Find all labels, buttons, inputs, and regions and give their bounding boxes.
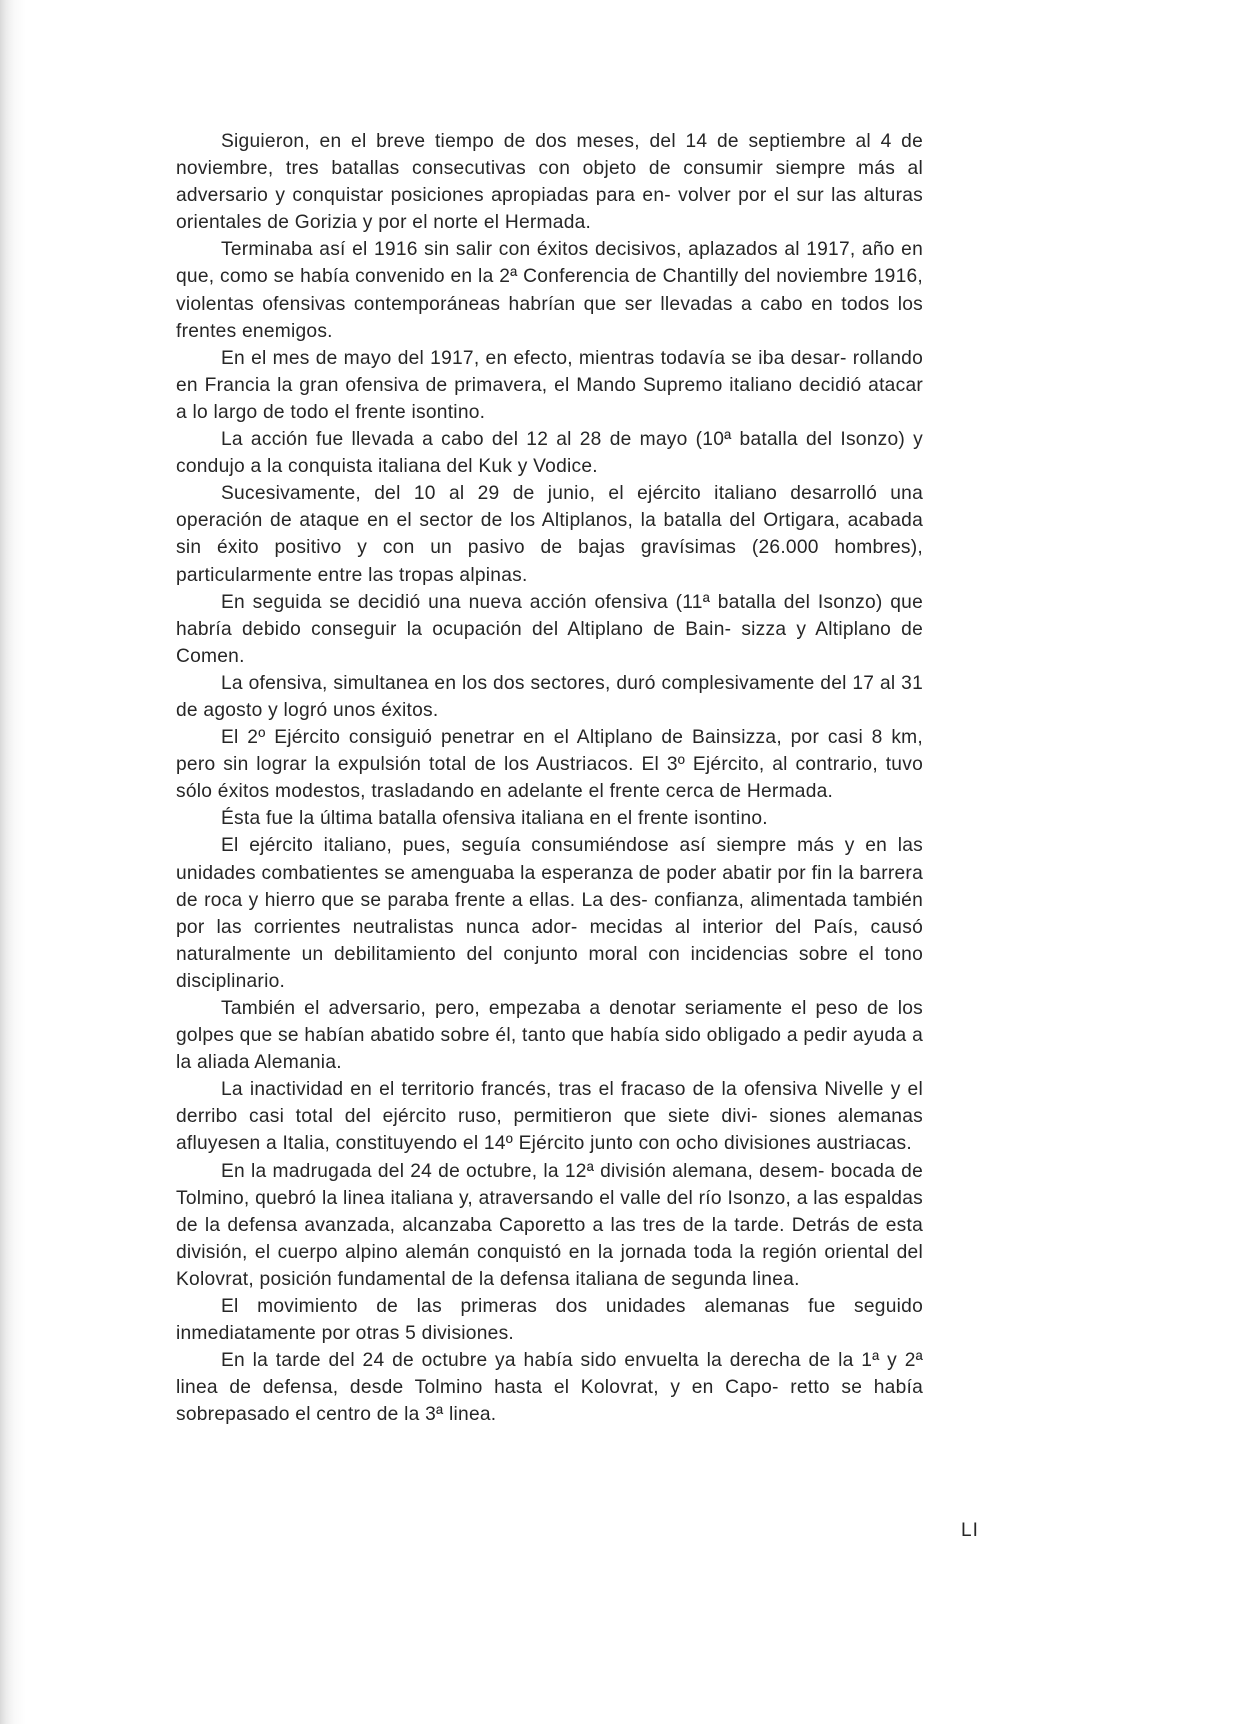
paragraph-7: La ofensiva, simultanea en los dos sectores, duró complesivamente del 17 al 31 de agosto y logró unos éxitos. — [176, 672, 923, 721]
paragraph-13: En la madrugada del 24 de octubre, la 12ª división alemana, desem- bocada de Tolmino, quebró la linea italiana y, atraversando el valle del río Isonzo, a las espaldas de la defensa avanzada, alcanzaba Caporetto a las tres de la tarde. Detrás de esta división, el cuerpo alpino alemán conquistó en la jornada toda la región oriental del Kolovrat, posición fundamental de la defensa italiana de segunda linea. — [176, 1160, 923, 1290]
paragraph-1: Siguieron, en el breve tiempo de dos meses, del 14 de septiembre al 4 de noviembre, tres batallas consecutivas con objeto de consumir siempre más al adversario y conquistar posiciones apropiadas para en- volver por el sur las alturas orientales de Gorizia y por el norte el Hermada. — [176, 131, 923, 234]
paragraph-10: El ejército italiano, pues, seguía consumiéndose así siempre más y en las unidades combatientes se amenguaba la esperanza de poder abatir por fin la barrera de roca y hierro que se paraba frente a ellas. La des- confianza, alimentada también por las corrientes neutralistas nunca ador- mecidas al interior del País, causó naturalmente un debilitamiento del conjunto moral con incidencias sobre el tono disciplinario. — [176, 835, 923, 992]
paragraph-2: Terminaba así el 1916 sin salir con éxitos decisivos, aplazados al 1917, año en que, como se había convenido en la 2ª Conferencia de Chantilly del noviembre 1916, violentas ofensivas contemporáneas habrían que ser llevadas a cabo en todos los frentes enemigos. — [176, 239, 923, 342]
body-text — [176, 128, 923, 1429]
paragraph-8: El 2º Ejército consiguió penetrar en el Altiplano de Bainsizza, por casi 8 km, pero sin lograr la expulsión total de los Austriacos. El 3º Ejército, al contrario, tuvo sólo éxitos modestos, trasladando en adelante el frente cerca de Hermada. — [176, 727, 923, 803]
paragraph-15: En la tarde del 24 de octubre ya había sido envuelta la derecha de la 1ª y 2ª linea de defensa, desde Tolmino hasta el Kolovrat, y en Capo- retto se había sobrepasado el centro de la 3ª linea. — [176, 1350, 923, 1426]
paragraph-12: La inactividad en el territorio francés, tras el fracaso de la ofensiva Nivelle y el derribo casi total del ejército ruso, permitieron que siete divi- siones alemanas afluyesen a Italia, constituyendo el 14º Ejército junto con ocho divisiones austriacas. — [176, 1079, 923, 1155]
paragraph-5: Sucesivamente, del 10 al 29 de junio, el ejército italiano desarrolló una operación de ataque en el sector de los Altiplanos, la batalla del Ortigara, acabada sin éxito positivo y con un pasivo de bajas gravísimas (26.000 hombres), particularmente entre las tropas alpinas. — [176, 483, 923, 586]
paragraph-4: La acción fue llevada a cabo del 12 al 28 de mayo (10ª batalla del Isonzo) y condujo a la conquista italiana del Kuk y Vodice. — [176, 429, 923, 478]
page-number: LI — [961, 1520, 979, 1541]
paragraph-6: En seguida se decidió una nueva acción ofensiva (11ª batalla del Isonzo) que habría debido conseguir la ocupación del Altiplano de Bain- sizza y Altiplano de Comen. — [176, 591, 923, 667]
paragraph-9: Ésta fue la última batalla ofensiva italiana en el frente isontino. — [221, 808, 768, 830]
paragraph-11: También el adversario, pero, empezaba a denotar seriamente el peso de los golpes que se habían abatido sobre él, tanto que había sido obligado a pedir ayuda a la aliada Alemania. — [176, 998, 923, 1074]
paragraph-3: En el mes de mayo del 1917, en efecto, mientras todavía se iba desar- rollando en Francia la gran ofensiva de primavera, el Mando Supremo italiano decidió atacar a lo largo de todo el frente isontino. — [176, 347, 923, 423]
paragraph-14: El movimiento de las primeras dos unidades alemanas fue seguido inmediatamente por otras 5 divisiones. — [176, 1296, 923, 1345]
